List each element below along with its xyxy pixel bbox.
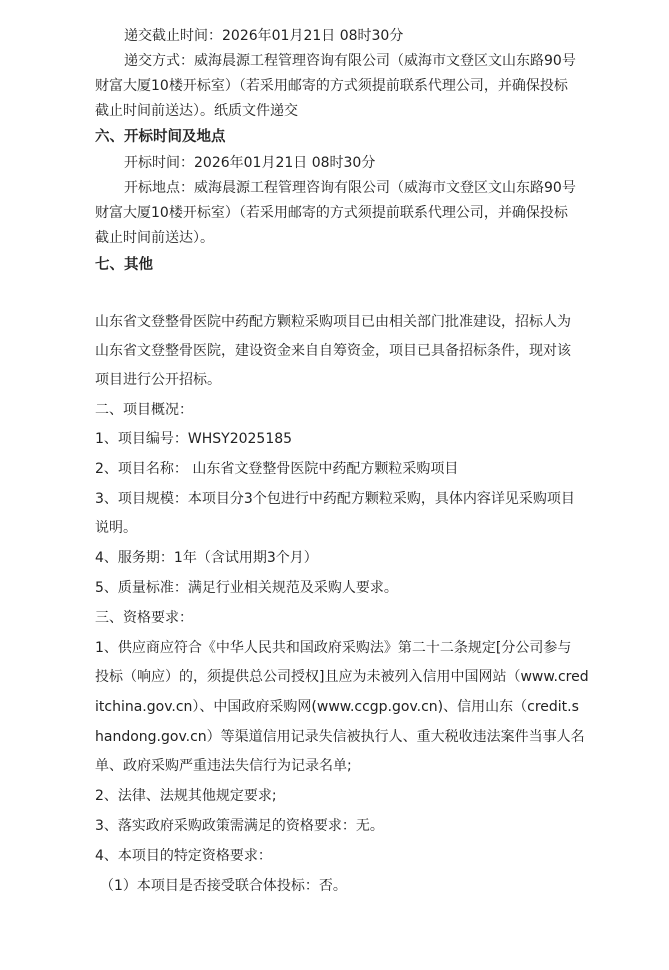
section6-heading: 六、开标时间及地点: [95, 129, 226, 145]
qualification-item1-line4: handong.gov.cn）等渠道信用记录失信被执行人、重大税收违法案件当事人名: [95, 729, 585, 745]
qualification-item2: 2、法律、法规其他规定要求;: [95, 788, 277, 804]
qualification-item3: 3、落实政府采购政策需满足的资格要求：无。: [95, 818, 384, 834]
qualification-item1-line5: 单、政府采购严重违法失信行为记录名单;: [95, 758, 352, 774]
opening-place-line3: 截止时间前送达）。: [95, 230, 214, 246]
overview-item1: 1、项目编号：WHSY2025185: [95, 431, 293, 447]
overview-item3-line1: 3、项目规模：本项目分3个包进行中药配方颗粒采购，具体内容详见采购项目: [95, 491, 575, 507]
submission-method-line2: 财富大厦10楼开标室）（若采用邮寄的方式须提前联系代理公司，并确保投标: [95, 78, 568, 94]
intro-line1: 山东省文登整骨医院中药配方颗粒采购项目已由相关部门批准建设，招标人为: [95, 314, 571, 330]
overview-item5: 5、质量标准：满足行业相关规范及采购人要求。: [95, 580, 398, 596]
submission-deadline: 递交截止时间：2026年01月21日 08时30分: [124, 28, 404, 44]
qualification-item1-line3: itchina.gov.cn）、中国政府采购网(www.ccgp.gov.cn)、信用山东（credit.s: [95, 699, 579, 715]
qualification-heading: 三、资格要求：: [95, 610, 193, 626]
overview-item4: 4、服务期：1年（含试用期3个月）: [95, 550, 318, 566]
opening-time: 开标时间：2026年01月21日 08时30分: [124, 155, 376, 171]
submission-method-line1: 递交方式：威海晨源工程管理咨询有限公司（威海市文登区文山东路90号: [124, 53, 576, 69]
section7-heading: 七、其他: [95, 257, 153, 273]
overview-heading: 二、项目概况：: [95, 402, 193, 418]
qualification-item1-line1: 1、供应商应符合《中华人民共和国政府采购法》第二十二条规定[分公司参与: [95, 640, 572, 656]
qualification-item4: 4、本项目的特定资格要求：: [95, 848, 272, 864]
qualification-item1-line2: 投标（响应）的，须提供总公司授权]且应为未被列入信用中国网站（www.cred: [95, 669, 589, 685]
qualification-item4-sub1: （1）本项目是否接受联合体投标：否。: [100, 878, 347, 894]
intro-line3: 项目进行公开招标。: [95, 372, 221, 388]
overview-item2: 2、项目名称： 山东省文登整骨医院中药配方颗粒采购项目: [95, 461, 459, 477]
submission-method-line3: 截止时间前送达）。纸质文件递交: [95, 103, 298, 119]
overview-item3-line2: 说明。: [95, 520, 137, 536]
intro-line2: 山东省文登整骨医院，建设资金来自自筹资金，项目已具备招标条件，现对该: [95, 343, 571, 359]
opening-place-line1: 开标地点：威海晨源工程管理咨询有限公司（威海市文登区文山东路90号: [124, 180, 576, 196]
opening-place-line2: 财富大厦10楼开标室）（若采用邮寄的方式须提前联系代理公司，并确保投标: [95, 205, 568, 221]
